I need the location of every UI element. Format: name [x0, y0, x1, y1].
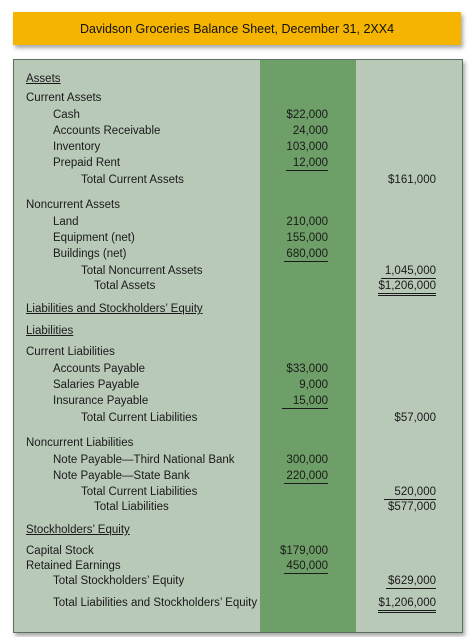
row-label: Total Current Liabilities	[81, 412, 198, 424]
row-label: Salaries Payable	[53, 379, 140, 391]
row-label: Land	[53, 216, 79, 228]
total-row	[14, 410, 462, 426]
row-label: Assets	[26, 73, 61, 85]
row-total: 1,045,000	[381, 264, 436, 279]
row-label: Note Payable—State Bank	[53, 470, 190, 482]
subsection-current-assets	[14, 90, 462, 106]
line-item-row	[14, 361, 462, 377]
row-amount: 300,000	[286, 454, 328, 466]
line-item-row	[14, 246, 462, 262]
row-amount: 220,000	[286, 470, 328, 482]
row-label: Noncurrent Liabilities	[26, 437, 134, 449]
row-label: Current Liabilities	[26, 346, 115, 358]
row-amount: 9,000	[299, 379, 328, 391]
line-item-row	[14, 452, 462, 468]
row-amount: 680,000	[286, 248, 328, 260]
row-amount: 103,000	[286, 141, 328, 153]
section-header-assets	[14, 71, 462, 87]
total-row	[14, 484, 462, 500]
row-label: Equipment (net)	[53, 232, 135, 244]
row-label: Total Liabilities and Stockholders’ Equity	[53, 597, 258, 609]
row-label: Insurance Payable	[53, 395, 149, 407]
line-item-row	[14, 543, 462, 559]
row-total: $161,000	[388, 174, 436, 186]
row-label: Liabilities	[26, 325, 74, 337]
subsection-current-liabilities	[14, 344, 462, 360]
row-label: Total Liabilities	[94, 501, 169, 513]
grand-total-row	[14, 595, 462, 611]
row-total: $629,000	[388, 575, 436, 587]
row-label: Liabilities and Stockholders’ Equity	[26, 303, 203, 315]
row-total: $577,000	[388, 501, 436, 513]
line-item-row	[14, 214, 462, 230]
row-label: Capital Stock	[26, 545, 94, 557]
row-amount: 155,000	[286, 232, 328, 244]
row-label: Retained Earnings	[26, 560, 121, 572]
row-label: Note Payable—Third National Bank	[53, 454, 235, 466]
row-label: Total Noncurrent Assets	[81, 265, 203, 277]
row-label: Inventory	[53, 141, 101, 153]
row-amount: 450,000	[286, 560, 328, 572]
row-label: Cash	[53, 109, 80, 121]
subsection-noncurrent-liabilities	[14, 435, 462, 451]
total-row	[14, 499, 462, 515]
line-item-row	[14, 558, 462, 574]
row-amount: 15,000	[282, 394, 328, 409]
section-header-stockholders-equity	[14, 522, 462, 538]
row-label: Accounts Receivable	[53, 125, 161, 137]
total-row	[14, 263, 462, 279]
row-label: Total Stockholders’ Equity	[53, 575, 185, 587]
row-amount: 24,000	[292, 125, 328, 137]
balance-sheet-title-bar	[13, 12, 461, 45]
row-label: Stockholders’ Equity	[26, 524, 130, 536]
row-label: Total Assets	[94, 280, 156, 292]
row-label: Prepaid Rent	[53, 157, 121, 169]
line-item-row	[14, 155, 462, 171]
row-label: Current Assets	[26, 92, 102, 104]
line-item-row	[14, 139, 462, 155]
row-total: $1,206,000	[378, 597, 436, 613]
total-row	[14, 172, 462, 188]
line-item-row	[14, 393, 462, 409]
row-amount: $22,000	[286, 109, 328, 121]
page-title: Davidson Groceries Balance Sheet, December 31, 2XX4	[79, 21, 395, 36]
line-item-row	[14, 107, 462, 123]
grand-total-row	[14, 278, 462, 294]
row-label: Accounts Payable	[53, 363, 146, 375]
row-amount: $179,000	[280, 545, 328, 557]
row-label: Total Current Liabilities	[81, 486, 198, 498]
row-label: Total Current Assets	[81, 174, 184, 186]
line-item-row	[14, 230, 462, 246]
row-total: $57,000	[394, 412, 436, 424]
row-amount: 12,000	[286, 156, 328, 171]
subsection-noncurrent-assets	[14, 197, 462, 213]
line-item-row	[14, 123, 462, 139]
row-amount: 210,000	[286, 216, 328, 228]
row-total: $1,206,000	[378, 280, 436, 296]
line-item-row	[14, 468, 462, 484]
balance-sheet-table	[13, 59, 463, 633]
row-total: 520,000	[384, 485, 436, 500]
section-header-liabilities	[14, 323, 462, 339]
row-label: Noncurrent Assets	[26, 199, 120, 211]
row-amount: $33,000	[286, 363, 328, 375]
line-item-row	[14, 377, 462, 393]
row-label: Buildings (net)	[53, 248, 127, 260]
total-row	[14, 573, 462, 589]
section-header-liabilities-equity	[14, 301, 462, 317]
